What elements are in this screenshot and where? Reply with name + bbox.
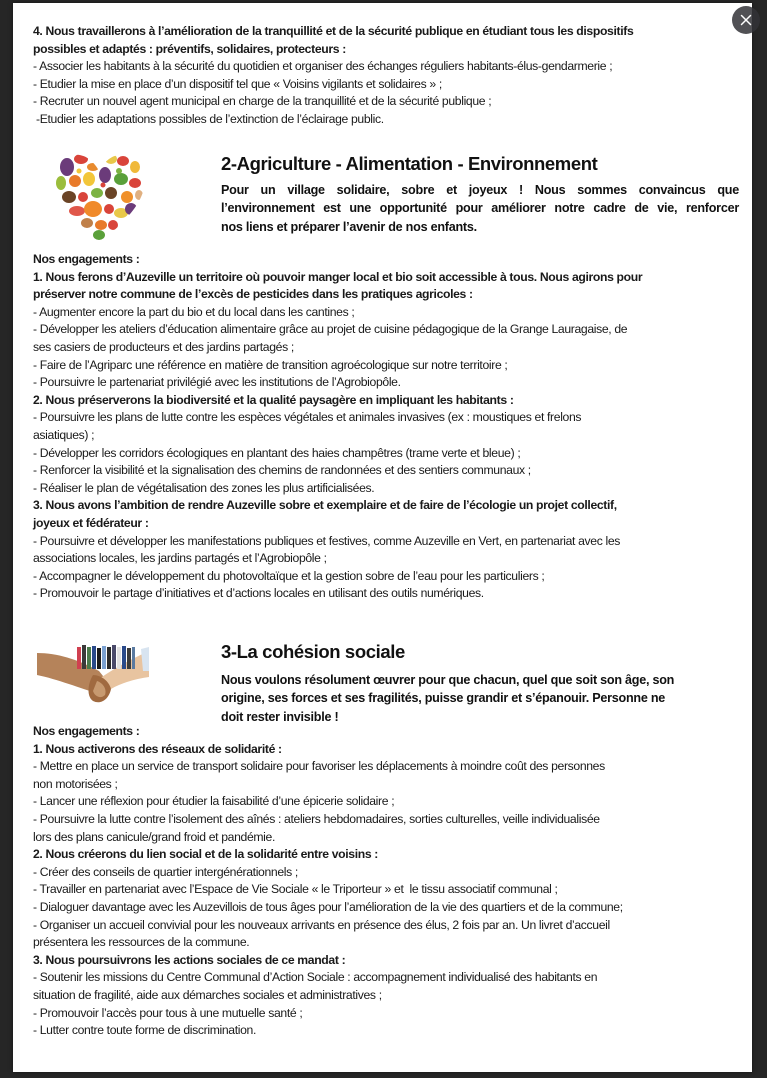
section-intro: Nous voulons résolument œuvrer pour que chacun, quel que soit son âge, son bbox=[221, 673, 675, 687]
engagement-heading: 3. Nous avons l’ambition de rendre Auzeville sobre et exemplaire et de faire de l’écologie un projet collectif, bbox=[33, 498, 617, 513]
list-item: ses casiers de producteurs et des jardins partagés ; bbox=[33, 339, 294, 354]
list-item: - Organiser un accueil convivial pour les nouveaux arrivants en présence des élus, 2 fois par an. Un livret d’accueil bbox=[33, 917, 610, 932]
list-item: - Travailler en partenariat avec l’Espace de Vie Sociale « le Triporteur » et le tissu associatif communal ; bbox=[33, 882, 558, 897]
list-item: - Accompagner le développement du photovoltaïque et la gestion sobre de l’eau pour les particuliers ; bbox=[33, 568, 545, 583]
list-item: - Lutter contre toute forme de discrimination. bbox=[33, 1023, 257, 1038]
engagement-heading: 1. Nous activerons des réseaux de solidarité : bbox=[33, 741, 282, 756]
list-item: - Renforcer la visibilité et la signalisation des chemins de randonnées et des sentiers communaux ; bbox=[33, 463, 531, 478]
list-item: associations locales, les jardins partagés et l’Agrobiopôle ; bbox=[33, 551, 327, 566]
engagement-heading: 4. Nous travaillerons à l’amélioration de la tranquillité et de la sécurité publique en étudiant tous les dispositifs bbox=[33, 24, 634, 38]
section-3-header bbox=[33, 635, 743, 731]
document-page bbox=[13, 3, 752, 1072]
list-item: - Poursuivre et développer les manifestations publiques et festives, comme Auzeville en Vert, en partenariat avec les bbox=[33, 533, 621, 548]
engagement-heading: 1. Nous ferons d’Auzeville un territoire où pouvoir manger local et bio soit accessible à tous. Nous agirons pour bbox=[33, 269, 643, 284]
engagement-heading: 2. Nous préserverons la biodiversité et la qualité paysagère en impliquant les habitants : bbox=[33, 392, 514, 407]
section-2-engagements bbox=[33, 251, 743, 603]
list-item: - Promouvoir l’accès pour tous à une mutuelle santé ; bbox=[33, 1005, 303, 1020]
list-item: - Poursuivre le partenariat privilégié avec les institutions de l’Agrobiopôle. bbox=[33, 375, 401, 390]
section-intro: l’environnement est une opportunité pour améliorer notre cadre de vie, renforcer bbox=[221, 201, 739, 216]
list-item: lors des plans canicule/grand froid et pandémie. bbox=[33, 829, 276, 844]
list-item: - Développer les ateliers d’éducation alimentaire grâce au projet de cuisine pédagogique de la Grange Lauragaise, de bbox=[33, 322, 628, 337]
engagements-label: Nos engagements : bbox=[33, 252, 140, 266]
handshake-crowd-image bbox=[37, 641, 149, 713]
list-item: -Etudier les adaptations possibles de l’extinction de l’éclairage public. bbox=[33, 111, 384, 126]
section-2-header bbox=[33, 147, 743, 255]
section-3-engagements bbox=[33, 723, 743, 1040]
engagements-label: Nos engagements : bbox=[33, 724, 140, 738]
list-item: - Etudier la mise en place d’un dispositif tel que « Voisins vigilants et solidaires » ; bbox=[33, 76, 442, 91]
section-intro: nos liens et préparer l’avenir de nos enfants. bbox=[221, 219, 477, 234]
list-item: - Développer les corridors écologiques en plantant des haies champêtres (trame verte et bleue) ; bbox=[33, 445, 521, 460]
list-item: situation de fragilité, aide aux démarches sociales et administratives ; bbox=[33, 987, 382, 1002]
list-item: - Créer des conseils de quartier intergénérationnels ; bbox=[33, 864, 298, 879]
engagement-heading: préserver notre commune de l’excès de pesticides dans les pratiques agricoles : bbox=[33, 287, 473, 302]
list-item: - Poursuivre les plans de lutte contre les espèces végétales et animales invasives (ex : moustiques et frelons bbox=[33, 410, 582, 425]
section-intro: origine, ses forces et ses fragilités, puisse grandir et s’épanouir. Personne ne bbox=[221, 691, 666, 706]
section-title: 3-La cohésion sociale bbox=[221, 641, 405, 662]
list-item: - Lancer une réflexion pour étudier la faisabilité d’une épicerie solidaire ; bbox=[33, 794, 395, 809]
engagement-heading: 3. Nous poursuivrons les actions sociales de ce mandat : bbox=[33, 952, 346, 967]
list-item: - Réaliser le plan de végétalisation des zones les plus artificialisées. bbox=[33, 480, 375, 495]
list-item: - Poursuivre la lutte contre l’isolement des aînés : ateliers hebdomadaires, sorties culturelles, veille individualisée bbox=[33, 811, 600, 826]
engagement-4-security bbox=[33, 23, 743, 129]
list-item: - Associer les habitants à la sécurité du quotidien et organiser des échanges réguliers habitants-élus-gendarmerie ; bbox=[33, 59, 613, 74]
engagement-heading: joyeux et fédérateur : bbox=[33, 515, 149, 530]
fruit-vegetable-heart-image bbox=[49, 149, 149, 245]
list-item: présentera les ressources de la commune. bbox=[33, 935, 250, 950]
list-item: - Dialoguer davantage avec les Auzevillois de tous âges pour l’amélioration de la vie des quartiers et de la commune; bbox=[33, 899, 623, 914]
list-item: - Mettre en place un service de transport solidaire pour favoriser les déplacements à moindre coût des personnes bbox=[33, 759, 605, 774]
list-item: non motorisées ; bbox=[33, 776, 118, 791]
list-item: - Promouvoir le partage d’initiatives et d’actions locales en utilisant des outils numériques. bbox=[33, 586, 484, 601]
list-item: - Augmenter encore la part du bio et du local dans les cantines ; bbox=[33, 304, 355, 319]
section-intro: doit rester invisible ! bbox=[221, 709, 339, 724]
section-intro: Pour un village solidaire, sobre et joyeux ! Nous sommes convaincus que bbox=[221, 183, 739, 197]
list-item: - Soutenir les missions du Centre Communal d’Action Sociale : accompagnement individualisé des habitants en bbox=[33, 970, 598, 985]
list-item: asiatiques) ; bbox=[33, 427, 95, 442]
section-title: 2-Agriculture - Alimentation - Environnement bbox=[221, 153, 598, 174]
engagement-heading: possibles et adaptés : préventifs, solidaires, protecteurs : bbox=[33, 41, 346, 56]
close-icon bbox=[740, 14, 752, 26]
engagement-heading: 2. Nous créerons du lien social et de la solidarité entre voisins : bbox=[33, 847, 379, 862]
list-item: - Faire de l’Agriparc une référence en matière de transition agroécologique sur notre territoire ; bbox=[33, 357, 508, 372]
list-item: - Recruter un nouvel agent municipal en charge de la tranquillité et de la sécurité publique ; bbox=[33, 94, 492, 109]
close-button[interactable] bbox=[732, 6, 760, 34]
